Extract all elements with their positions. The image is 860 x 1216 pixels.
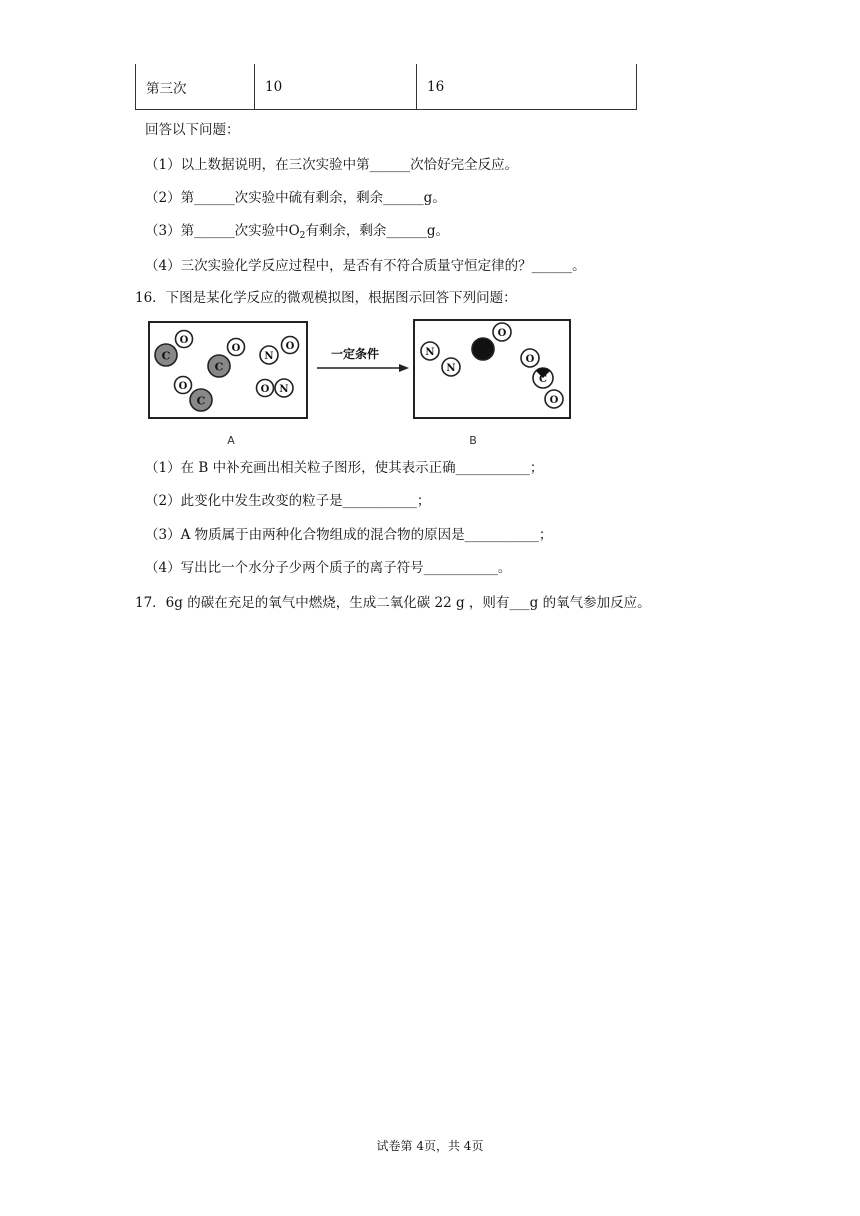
data-table [135,64,637,110]
table-row [136,64,637,110]
atom-label: N [446,363,456,374]
atom-label: C [214,360,224,374]
q15-item-3-end: 有剩余，剩余______g。 [305,223,450,239]
q15-item-2: （2）第______次实验中硫有剩余，剩余______g。 [145,190,446,206]
q16-item-1: （1）在 B 中补充画出相关粒子图形，使其表示正确___________； [145,460,544,476]
table-cell: 16 [417,64,637,110]
molecule-co [208,339,245,378]
oxygen-formula [289,223,306,239]
q15-item-3 [145,222,449,242]
molecule-no [257,379,294,397]
atom-label: C [196,394,206,408]
oxygen-symbol: O [288,223,300,239]
arrow-condition-label: 一定条件 [330,347,380,361]
molecule-n2 [421,342,460,376]
atom-label: O [231,343,241,354]
molecule-co2 [521,349,563,408]
atom-label: N [279,384,289,395]
q15-item-4: （4）三次实验化学反应过程中，是否有不符合质量守恒定律的？______。 [145,258,586,274]
atom-label: O [179,335,189,346]
reaction-arrow [317,346,409,372]
q15-item-3-start: （3）第______次实验中 [145,223,289,239]
table-cell: 第三次 [136,64,255,110]
q16-item-2: （2）此变化中发生改变的粒子是___________； [145,493,431,509]
atom-label: O [525,354,535,365]
q16-item-3: （3）A 物质属于由两种化合物组成的混合物的原因是___________； [145,527,553,543]
reaction-diagram [147,318,575,446]
atom-label: O [178,381,188,392]
molecule-co [175,377,213,412]
atom-label: O [549,395,559,406]
label-a: A [227,434,235,446]
atom-label: C [539,374,547,385]
molecule-co [155,331,193,367]
page-footer: 试卷第 4页，共 4页 [376,1139,484,1153]
label-b: B [469,434,477,446]
atom-label: O [497,328,507,339]
atom-label: O [285,341,295,352]
table-cell: 10 [255,64,417,110]
q17-text: 17．6g 的碳在充足的氧气中燃烧，生成二氧化碳 22 g ，则有___g 的氧气参加反应。 [135,595,651,611]
intro-text: 回答以下问题： [145,122,240,138]
atom-label: N [425,347,435,358]
oxygen-subscript: 2 [299,231,306,241]
molecule-co2 [472,323,511,360]
q16-item-4: （4）写出比一个水分子少两个质子的离子符号___________。 [145,560,512,576]
q16-title: 16．下图是某化学反应的微观模拟图，根据图示回答下列问题： [135,290,517,306]
molecule-no [260,337,299,365]
atom-label: N [264,351,274,362]
atom-label: C [161,349,171,363]
q15-item-1: （1）以上数据说明，在三次实验中第______次恰好完全反应。 [145,157,519,173]
atom-label: O [260,384,270,395]
